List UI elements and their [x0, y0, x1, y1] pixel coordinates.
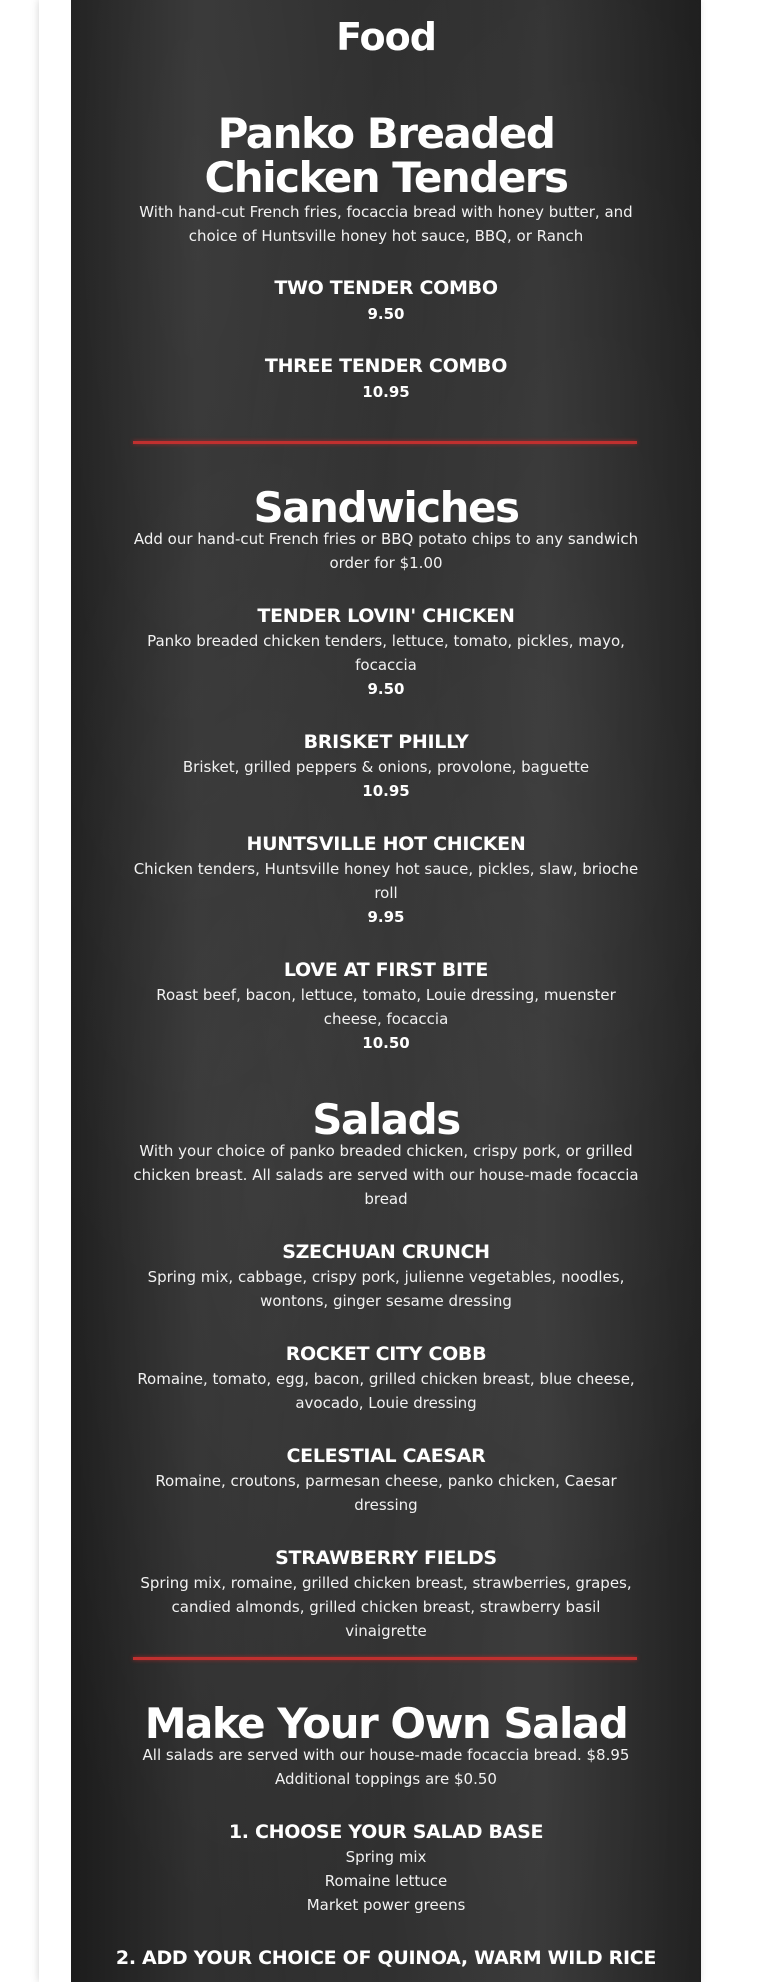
food-heading: Food: [336, 15, 436, 59]
menu-item-title: HUNTSVILLE HOT CHICKEN: [246, 833, 526, 855]
menu-item-title: ROCKET CITY COBB: [285, 1343, 487, 1365]
step-title: 2. ADD YOUR CHOICE OF QUINOA, WARM WILD RICE: [115, 1947, 657, 1969]
menu-item-title: TENDER LOVIN' CHICKEN: [257, 605, 515, 627]
step-title: 1. CHOOSE YOUR SALAD BASE: [228, 1821, 544, 1843]
menu-item-price: 10.95: [362, 782, 410, 800]
salad-base-option: Spring mix: [345, 1848, 427, 1866]
menu-item-title: BRISKET PHILLY: [303, 731, 469, 753]
menu-item-price: 9.50: [367, 680, 405, 698]
menu-item-title: LOVE AT FIRST BITE: [283, 959, 489, 981]
menu-item-title: CELESTIAL CAESAR: [286, 1445, 486, 1467]
sandwiches-description: Add our hand-cut French fries or BBQ potato chips to any sandwich order for $1.00: [133, 530, 639, 572]
menu-item-description: Brisket, grilled peppers & onions, provolone, baguette: [182, 758, 590, 776]
menu-item-description: Spring mix, cabbage, crispy pork, julienne vegetables, noodles, wontons, ginger sesame dressing: [147, 1268, 625, 1310]
menu-item-title: TWO TENDER COMBO: [274, 277, 498, 299]
menu-item-title: THREE TENDER COMBO: [264, 355, 508, 377]
menu-item-description: Romaine, croutons, parmesan cheese, panko chicken, Caesar dressing: [155, 1472, 617, 1514]
salad-base-option: Romaine lettuce: [324, 1872, 448, 1890]
tenders-description: With hand-cut French fries, focaccia bread with honey butter, and choice of Huntsville honey hot sauce, BBQ, or Ranch: [139, 203, 633, 245]
menu-item-price: 10.50: [362, 1034, 410, 1052]
section-divider: [133, 1657, 637, 1660]
menu-item-price: 9.50: [367, 305, 405, 323]
menu-item-description: Roast beef, bacon, lettuce, tomato, Louie dressing, muenster cheese, focaccia: [156, 986, 616, 1028]
make-your-own-description: All salads are served with our house-made focaccia bread. $8.95 Additional toppings are $0.50: [142, 1746, 630, 1788]
menu-item-price: 9.95: [367, 908, 405, 926]
salads-section-title: Salads: [312, 1095, 460, 1144]
salads-description: With your choice of panko breaded chicken, crispy pork, or grilled chicken breast. All salads are served with our house-made focaccia bread: [133, 1142, 639, 1208]
salad-base-option: Market power greens: [306, 1896, 466, 1914]
menu-item-description: Chicken tenders, Huntsville honey hot sauce, pickles, slaw, brioche roll: [133, 860, 639, 902]
sandwiches-section-title: Sandwiches: [253, 483, 519, 532]
section-divider: [133, 441, 637, 444]
menu-item-title: STRAWBERRY FIELDS: [275, 1547, 497, 1569]
menu-item-title: SZECHUAN CRUNCH: [282, 1241, 490, 1263]
tenders-section-title: Panko Breaded Chicken Tenders: [204, 109, 568, 202]
menu-item-description: Romaine, tomato, egg, bacon, grilled chicken breast, blue cheese, avocado, Louie dressing: [137, 1370, 635, 1412]
menu-item-price: 10.95: [362, 383, 410, 401]
make-your-own-salad-title: Make Your Own Salad: [144, 1699, 628, 1748]
chalkboard-menu: [71, 0, 701, 1982]
menu-item-description: Panko breaded chicken tenders, lettuce, tomato, pickles, mayo, focaccia: [147, 632, 625, 674]
menu-item-description: Spring mix, romaine, grilled chicken breast, strawberries, grapes, candied almonds, grilled chicken breast, strawberry basil vinaigrette: [140, 1574, 632, 1640]
